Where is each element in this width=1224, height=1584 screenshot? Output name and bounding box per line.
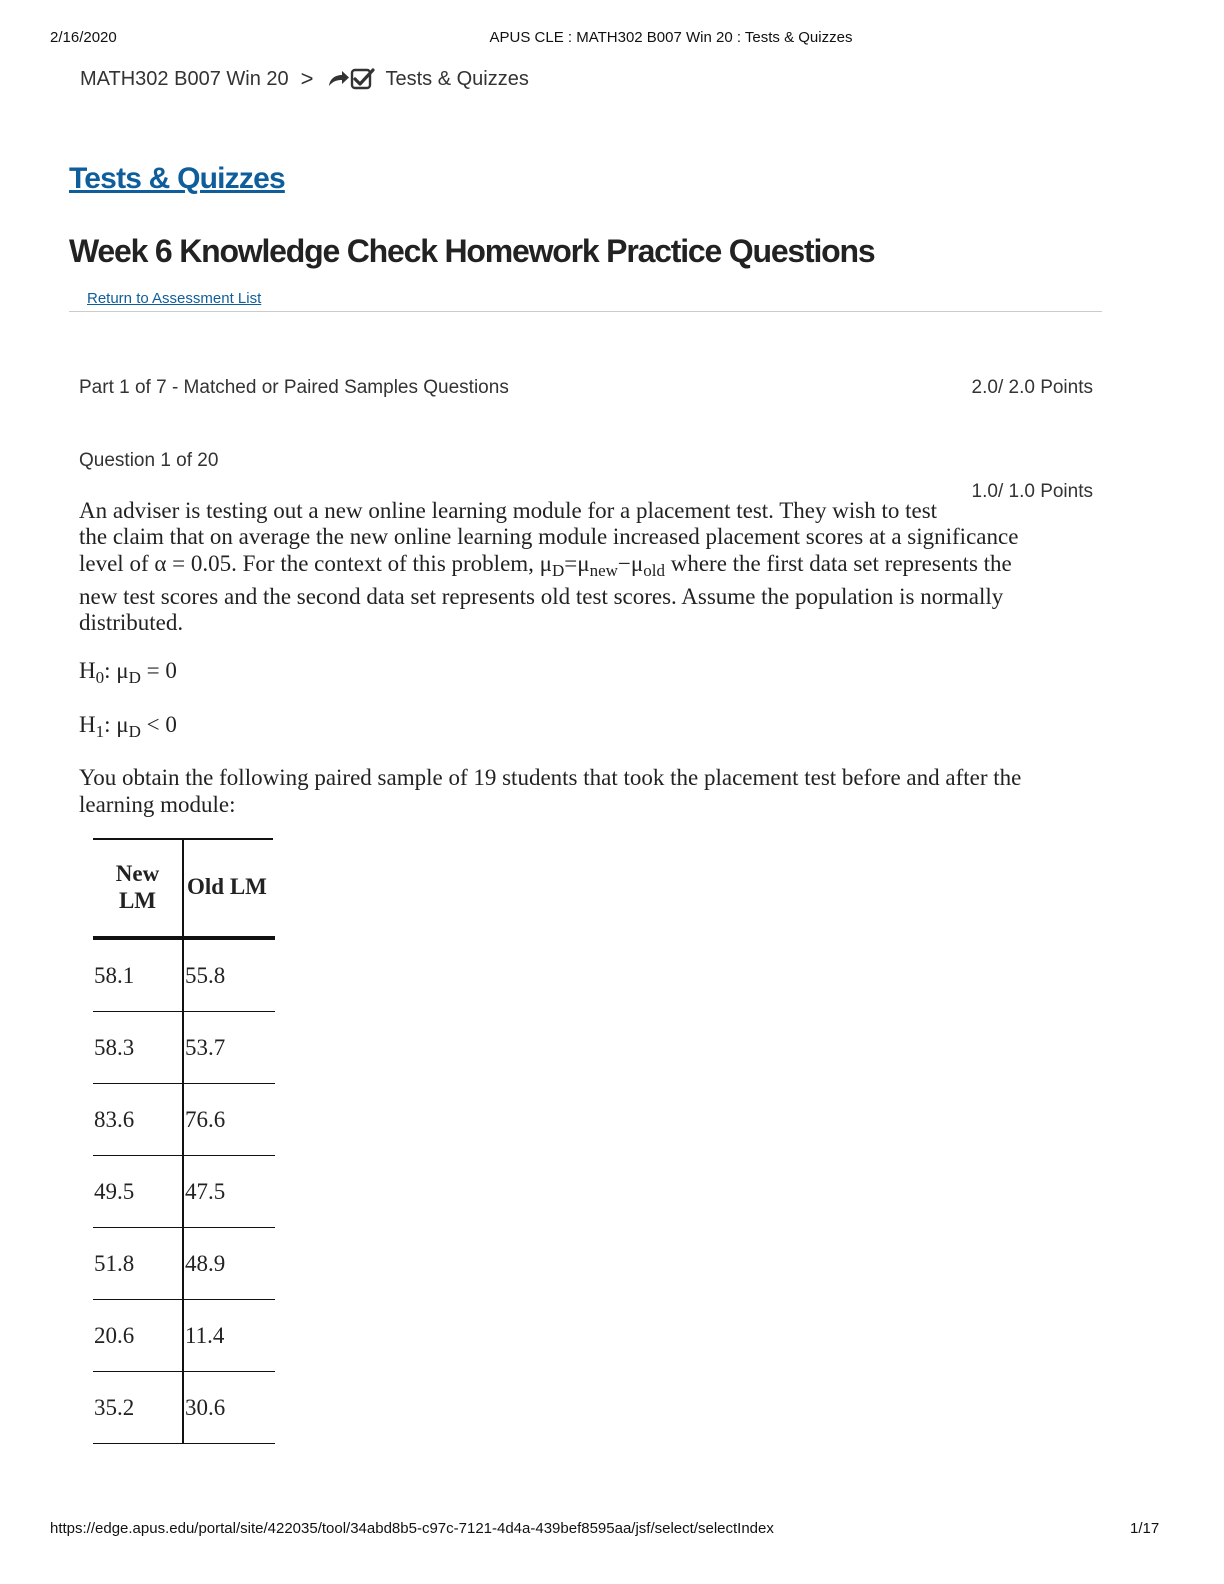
old-lm-cell: 30.6 bbox=[183, 1372, 275, 1444]
new-lm-cell: 58.3 bbox=[93, 1012, 183, 1084]
part-title: Part 1 of 7 - Matched or Paired Samples Questions bbox=[79, 377, 509, 398]
old-lm-cell: 47.5 bbox=[183, 1156, 275, 1228]
print-title: APUS CLE : MATH302 B007 Win 20 : Tests & Quizzes bbox=[489, 29, 853, 46]
header-old-lm: Old LM bbox=[183, 838, 275, 938]
table-row bbox=[93, 1228, 275, 1300]
question-text-line: An adviser is testing out a new online learning module for a placement test. They wish to test bbox=[79, 498, 938, 523]
new-lm-cell: 49.5 bbox=[93, 1156, 183, 1228]
question-points: 1.0/ 1.0 Points bbox=[971, 481, 1093, 502]
null-hypothesis: $H_0$: $\mu_D = 0$ bbox=[79, 658, 177, 687]
new-lm-cell: 35.2 bbox=[93, 1372, 183, 1444]
breadcrumb-current: Tests & Quizzes bbox=[385, 67, 529, 90]
sample-description-line: You obtain the following paired sample of 19 students that took the placement test before and after the bbox=[79, 765, 1022, 790]
question-number: Question 1 of 20 bbox=[79, 450, 219, 471]
print-date: 2/16/2020 bbox=[50, 29, 117, 46]
part-points: 2.0/ 2.0 Points bbox=[971, 377, 1093, 398]
print-url: https://edge.apus.edu/portal/site/422035/tool/34abd8b5-c97c-7121-4d4a-439bef8595aa/jsf/select/selectIndex bbox=[50, 1520, 774, 1537]
header-new-lm: New LM bbox=[93, 838, 183, 938]
new-lm-cell: 20.6 bbox=[93, 1300, 183, 1372]
question-text-line: level of α = 0.05. For the context of this problem, $\mu_D=\mu_{new}-\mu_{old}$ where the first data set represents the bbox=[79, 551, 1012, 580]
table-row bbox=[93, 938, 275, 1012]
table-row bbox=[93, 1156, 275, 1228]
share-check-icon bbox=[327, 67, 377, 91]
question-text-line: new test scores and the second data set represents old test scores. Assume the population is normally bbox=[79, 584, 1004, 609]
new-lm-cell: 51.8 bbox=[93, 1228, 183, 1300]
table-row bbox=[93, 1372, 275, 1444]
breadcrumb-course-link[interactable]: MATH302 B007 Win 20 bbox=[80, 67, 289, 90]
print-page-number: 1/17 bbox=[1130, 1520, 1160, 1537]
old-lm-cell: 76.6 bbox=[183, 1084, 275, 1156]
tool-title-link[interactable]: Tests & Quizzes bbox=[69, 162, 285, 195]
table-row bbox=[93, 1012, 275, 1084]
question-text-line: the claim that on average the new online learning module increased placement scores at a significance bbox=[79, 524, 1019, 549]
breadcrumb bbox=[80, 66, 529, 92]
new-lm-cell: 83.6 bbox=[93, 1084, 183, 1156]
question-text-line: distributed. bbox=[79, 610, 184, 635]
old-lm-cell: 55.8 bbox=[183, 938, 275, 1012]
return-to-assessment-list-link[interactable]: Return to Assessment List bbox=[87, 290, 262, 307]
breadcrumb-separator: > bbox=[300, 66, 314, 91]
alternative-hypothesis: $H_1$: $\mu_D < 0$ bbox=[79, 712, 177, 741]
table-row bbox=[93, 1300, 275, 1372]
table-row bbox=[93, 1084, 275, 1156]
paired-sample-table bbox=[93, 838, 275, 1444]
page-title: Week 6 Knowledge Check Homework Practice Questions bbox=[69, 233, 875, 269]
old-lm-cell: 48.9 bbox=[183, 1228, 275, 1300]
divider bbox=[69, 311, 1102, 312]
old-lm-cell: 11.4 bbox=[183, 1300, 275, 1372]
new-lm-cell: 58.1 bbox=[93, 938, 183, 1012]
sample-description-line: learning module: bbox=[79, 792, 236, 817]
old-lm-cell: 53.7 bbox=[183, 1012, 275, 1084]
table-header-row bbox=[93, 838, 275, 938]
